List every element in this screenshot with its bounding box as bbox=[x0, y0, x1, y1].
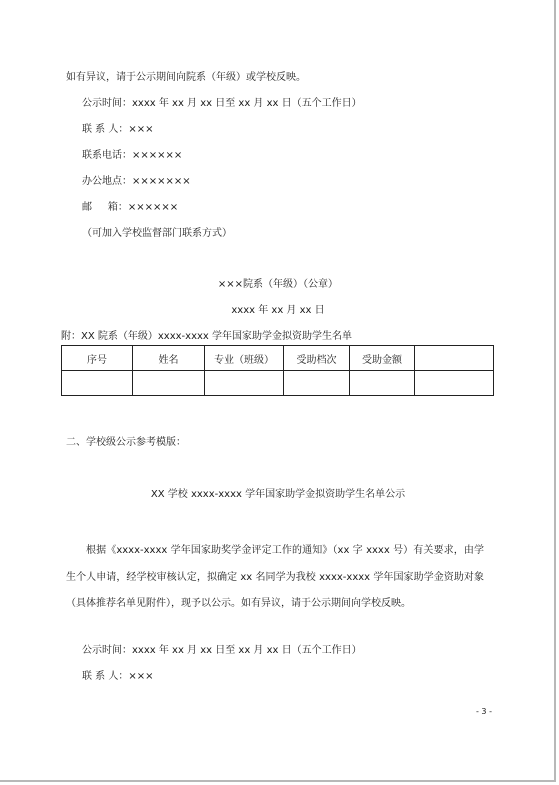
objection-line: 如有异议，请于公示期间向院系（年级）或学校反映。 bbox=[66, 72, 306, 83]
header-cell-major: 专业（班级） bbox=[205, 346, 284, 371]
contact-person-line: 联 系 人：××× bbox=[82, 124, 154, 135]
header-cell-amount: 受助金额 bbox=[350, 346, 415, 371]
table-header-row bbox=[62, 346, 494, 371]
table-cell bbox=[62, 371, 133, 396]
section2-period: 公示时间：xxxx 年 xx 月 xx 日至 xx 月 xx 日（五个工作日） bbox=[82, 645, 362, 656]
roster-table bbox=[61, 345, 494, 396]
table-cell bbox=[133, 371, 205, 396]
table-row bbox=[62, 371, 494, 396]
office-line: 办公地点：××××××× bbox=[82, 176, 191, 187]
section2-paragraph: 根据《xxxx-xxxx 学年国家助奖学金评定工作的通知》（xx 字 xxxx 号）有关要求，由学生个人申请，经学校审核认定，拟确定 xx 名同学为我校 xxxx-xxxx 学年国家助学金资助对象（具体推荐名单见附件），现予以公示。如有异议，请于公示期间向学校反映。 bbox=[66, 545, 484, 609]
attachment-title: 附：XX 院系（年级）xxxx-xxxx 学年国家助学金拟资助学生名单 bbox=[61, 331, 353, 342]
table-cell bbox=[415, 371, 494, 396]
period-line: 公示时间：xxxx 年 xx 月 xx 日至 xx 月 xx 日（五个工作日） bbox=[82, 98, 362, 109]
mailbox-line: 邮 箱：×××××× bbox=[82, 202, 179, 213]
signature-dept: ×××院系（年级）（公章） bbox=[217, 279, 339, 290]
table-cell bbox=[205, 371, 284, 396]
section2-title: XX 学校 xxxx-xxxx 学年国家助学金拟资助学生名单公示 bbox=[150, 489, 406, 500]
section2-heading: 二、学校级公示参考模版： bbox=[66, 437, 186, 448]
header-cell-level: 受助档次 bbox=[284, 346, 350, 371]
table-cell bbox=[284, 371, 350, 396]
header-cell-blank bbox=[415, 346, 494, 371]
phone-line: 联系电话：×××××× bbox=[82, 150, 183, 161]
header-cell-index: 序号 bbox=[62, 346, 133, 371]
note-line: （可加入学校监督部门联系方式） bbox=[82, 228, 232, 239]
table-cell bbox=[350, 371, 415, 396]
section2-contact-person: 联 系 人：××× bbox=[82, 671, 154, 682]
page-number: - 3 - bbox=[476, 707, 492, 716]
signature-date: xxxx 年 xx 月 xx 日 bbox=[231, 305, 325, 316]
header-cell-name: 姓名 bbox=[133, 346, 205, 371]
